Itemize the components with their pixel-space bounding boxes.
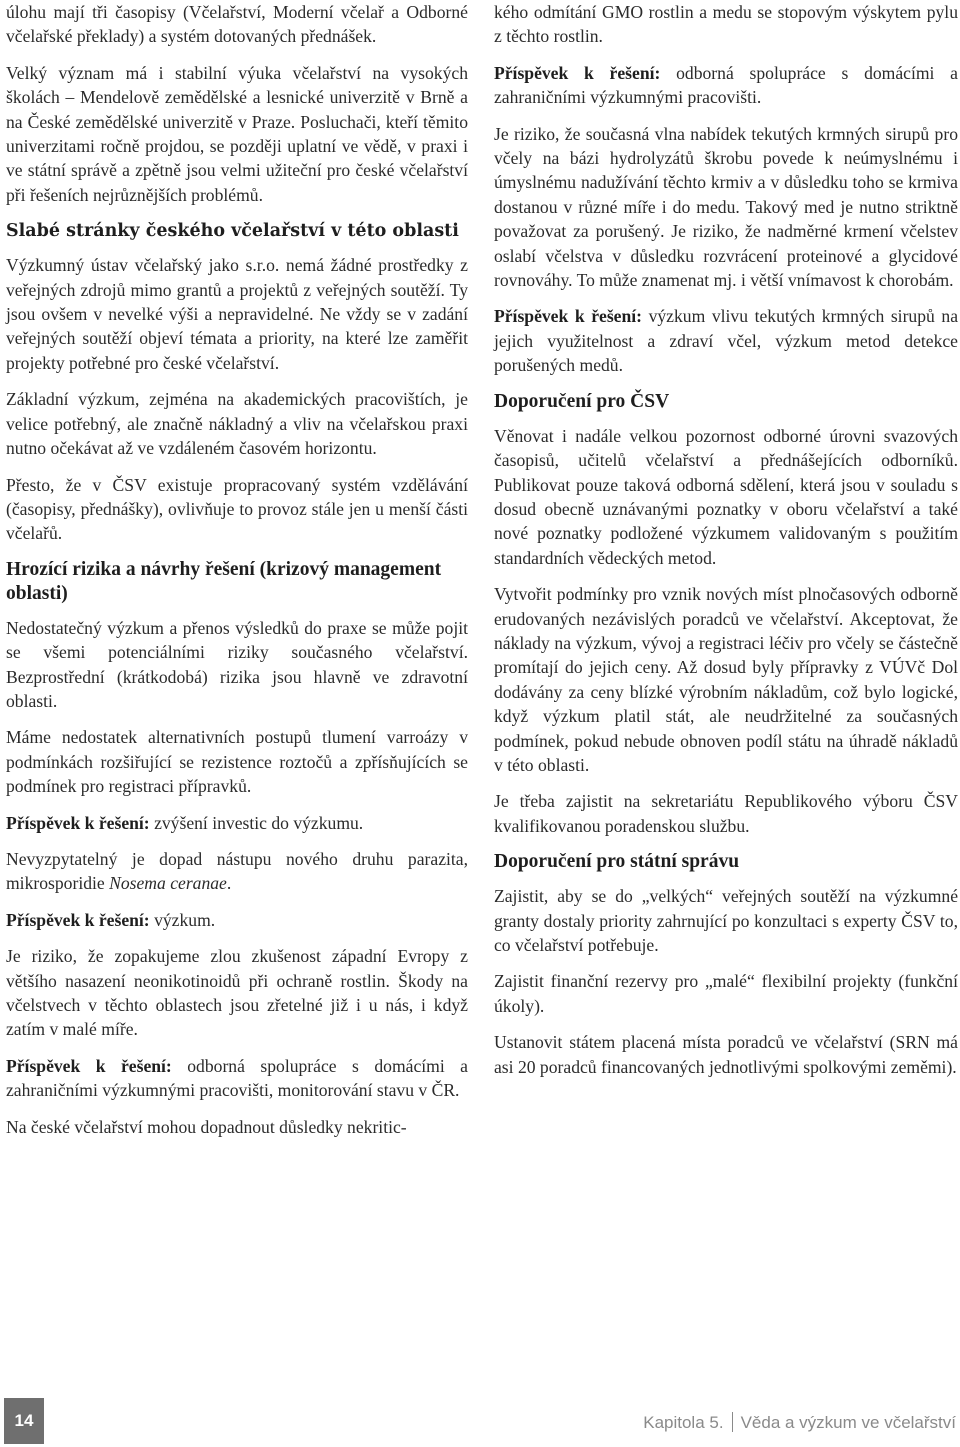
page-number: 14 (4, 1398, 44, 1444)
page-footer (0, 1398, 960, 1447)
contribution-label: Příspěvek k řešení: (6, 812, 150, 833)
right-column (494, 0, 958, 1091)
paragraph (494, 304, 958, 377)
contribution-text: odborná spolupráce s domácími a zahraničními výzkumnými pracovišti, monitorování stavu v ČR. (6, 1055, 468, 1101)
contribution-label: Příspěvek k řešení: (6, 909, 150, 930)
paragraph: Je riziko, že zopakujeme zlou zkušenost západní Evropy z většího nasazení neonikotinoidů při ochraně rostlin. Škody na včelstvech v těchto oblastech jsou zřetelné již i u nás, i když zatím v malé míře. (6, 946, 468, 1040)
paragraph (6, 811, 468, 835)
paragraph-text: Nevyzpytatelný je dopad nástupu nového druhu parazita, mikrosporidie (6, 848, 468, 894)
paragraph: úlohu mají tři časopisy (Včelařství, Moderní včelař a Odborné včelařské překlady) a systém dotovaných přednášek. (6, 2, 468, 47)
paragraph: Výzkumný ústav včelařský jako s.r.o. nemá žádné prostředky z veřejných zdrojů mimo grantů a projektů z veřejných soutěží. Ty jsou ovšem v nevelké výši a nepravidelné. Ne vždy se v zadání veřejných soutěží objeví témata a priority, na které lze zaměřit projekty potřebné pro české včelařství. (6, 255, 468, 373)
paragraph (6, 847, 468, 896)
chapter-label: Kapitola 5. (643, 1413, 724, 1432)
paragraph-end: . (226, 873, 232, 894)
contribution-text: zvýšení investic do výzkumu. (149, 812, 364, 833)
contribution-label: Příspěvek k řešení: (494, 62, 661, 83)
paragraph (6, 1054, 468, 1103)
paragraph (6, 908, 468, 932)
paragraph: Je riziko, že současná vlna nabídek tekutých krmných sirupů pro včely na bázi hydrolyzátů škrobu povede k neúmyslnému i úmyslnému nadužívání těchto krmiv a v důsledku toho se krmiva dostanou v různé míře i do medu. Takový med je nutno striktně považovat za porušený. Je riziko, že nadměrné krmení včelstev oslabí včelstva v důsledku rozvrácení proteinové a glycidové rovnováhy. To může znamenat mj. i větší vnímavost k chorobám. (494, 123, 958, 291)
paragraph: Na české včelařství mohou dopadnout důsledky nekritic- (6, 1116, 407, 1137)
section-title: Věda a výzkum ve včelařství (740, 1413, 956, 1432)
paragraph (494, 61, 958, 110)
paragraph: Velký význam má i stabilní výuka včelařství na vysokých školách – Mendelově zemědělské a lesnické univerzitě v Brně a na České zemědělské univerzitě v Praze. Posluchači, kteří těmito univerzitami ročně projdou, se později uplatní ve vědě, v praxi i ve státní správě a zpětně jsou velmi užiteční pro české včelařství při řešeních nejrůznějších problémů. (6, 62, 468, 205)
paragraph: Vytvořit podmínky pro vznik nových míst plnočasových odborně erudovaných nezávislých poradců ve včelařství. Akceptovat, že náklady na výzkum, vývoj a registraci léčiv pro včely se částečně promítají do jejich ceny. Až dosud byly přípravky z VÚVč Dol dodávány za ceny blízké výrobním nákladům, což bylo logické, když výzkum platil stát, ale neudržitelné za současných podmínek, pokud nebude obnoven podíl státu na úhradě nákladů v této oblasti. (494, 584, 958, 775)
section-heading: Doporučení pro státní správu (494, 851, 740, 873)
paragraph: Zajistit, aby se do „velkých“ veřejných soutěží na výzkumné granty dostaly priority zahrnující po konzultaci s experty ČSV to, co včelařství potřebuje. (494, 886, 958, 955)
species-name: Nosema ceranae (109, 873, 227, 894)
paragraph: Věnovat i nadále velkou pozornost odborné úrovni svazových časopisů, učitelů včelařství a přednášejících odborníků. Publikovat pouze taková odborná sdělení, která jsou v souladu s dosud obecně uznávanými poznatky v oboru včelařství a také nové poznatky podložené výzkumem validovaným s použitím standardních vědeckých metod. (494, 425, 958, 568)
contribution-label: Příspěvek k řešení: (494, 306, 643, 327)
section-heading: Slabé stránky českého včelařství v této oblasti (6, 221, 459, 242)
contribution-text: odborná spolupráce s domácími a zahraničními výzkumnými pracovišti. (494, 62, 958, 108)
running-footer (643, 1412, 956, 1433)
footer-divider (732, 1412, 733, 1432)
paragraph: Je třeba zajistit na sekretariátu Republikového výboru ČSV kvalifikovanou poradenskou službu. (494, 791, 958, 836)
paragraph: Nedostatečný výzkum a přenos výsledků do praxe se může pojit se všemi potenciálními riziky současného včelařství. Bezprostřední (krátkodobá) rizika jsou hlavně ve zdravotní oblasti. (6, 617, 468, 711)
paragraph: Máme nedostatek alternativních postupů tlumení varroázy v podmínkách rozšiřující se rezistence roztočů a zpřísňujících se podmínek pro registraci přípravků. (6, 727, 468, 797)
paragraph: kého odmítání GMO rostlin a medu se stopovým výskytem pylu z těchto rostlin. (494, 2, 958, 47)
paragraph: Základní výzkum, zejména na akademických pracovištích, je velice potřebný, ale značně nákladný a vliv na včelařskou praxi nutno očekávat až ve vzdáleném časovém horizontu. (6, 389, 468, 459)
section-heading: Hrozící rizika a návrhy řešení (krizový management oblasti) (6, 558, 442, 604)
contribution-text: výzkum vlivu tekutých krmných sirupů na jejich využitelnost a zdraví včel, výzkum metod detekce porušených medů. (494, 306, 958, 376)
paragraph: Přesto, že v ČSV existuje propracovaný systém vzdělávání (časopisy, přednášky), ovlivňuje to provoz stále jen u menší části včelařů. (6, 474, 468, 544)
paragraph: Ustanovit státem placená místa poradců ve včelařství (SRN má asi 20 poradců financovaných jednotlivými spolkovými zeměmi). (494, 1032, 958, 1077)
contribution-label: Příspěvek k řešení: (6, 1055, 172, 1076)
section-heading: Doporučení pro ČSV (494, 390, 670, 412)
left-column (6, 0, 468, 1139)
contribution-text: výzkum. (149, 909, 216, 930)
paragraph: Zajistit finanční rezervy pro „malé“ flexibilní projekty (funkční úkoly). (494, 971, 958, 1016)
